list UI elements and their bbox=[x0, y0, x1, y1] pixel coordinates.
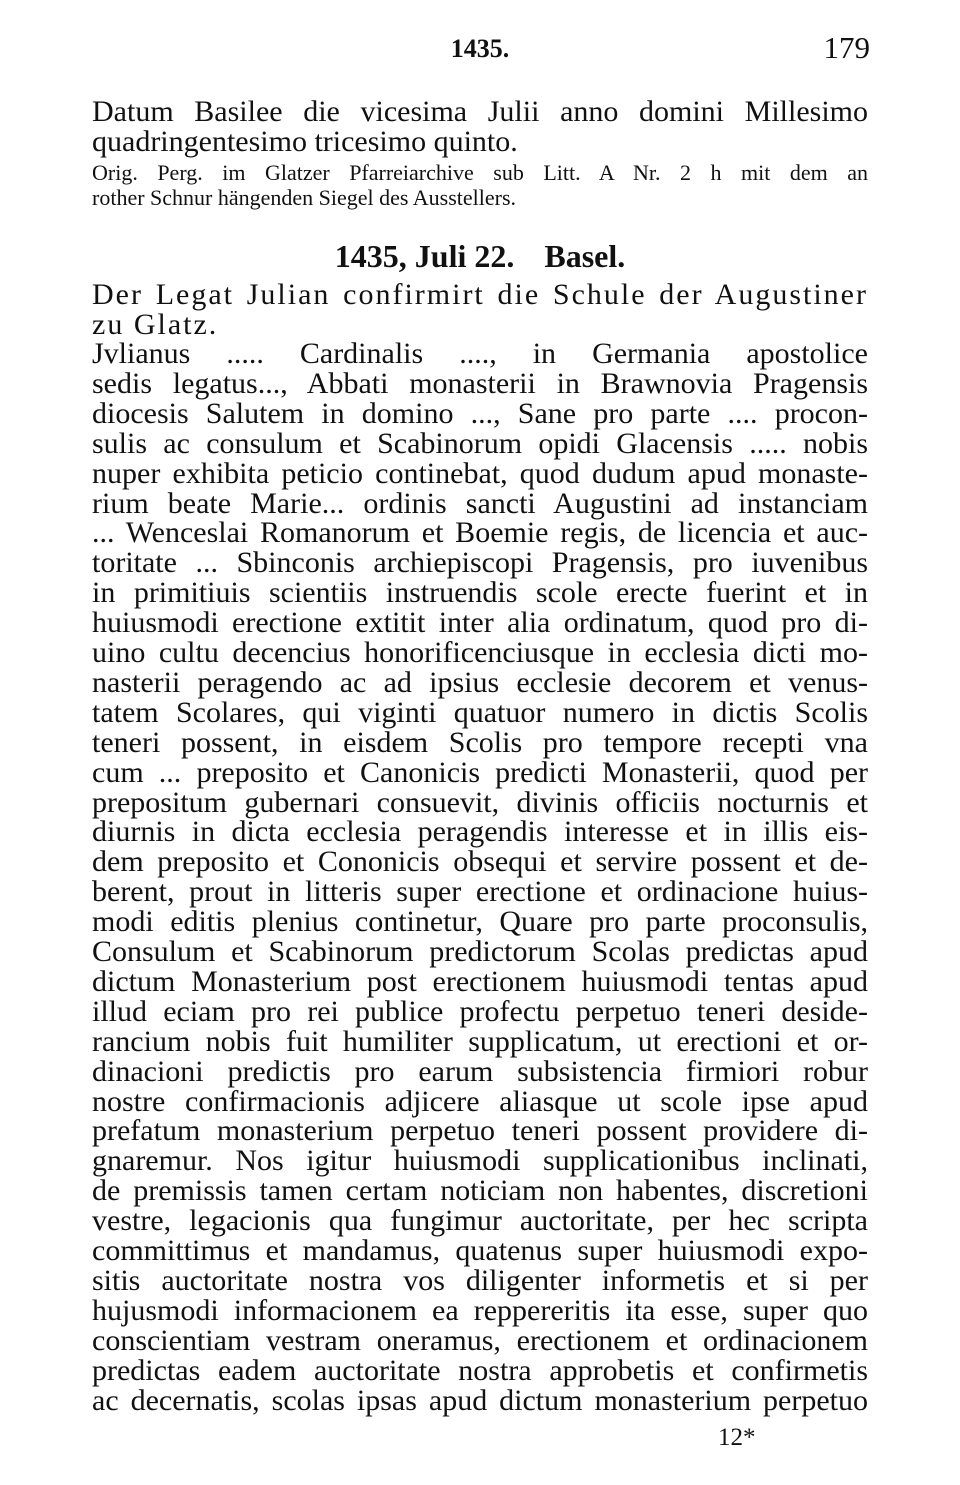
document-heading bbox=[0, 238, 960, 275]
preamble-line: Datum Basilee die vicesima Julii anno domini Millesimo bbox=[92, 95, 868, 128]
body-line: sitis auctoritate nostra vos diligenter informetis et si per bbox=[92, 1264, 868, 1297]
heading-date: 1435, Juli 22. bbox=[334, 238, 515, 274]
summary-line: zu Glatz. bbox=[92, 308, 219, 341]
body-line: prepositum gubernari consuevit, divinis officiis nocturnis et bbox=[92, 786, 868, 819]
body-line: nostre confirmacionis adjicere aliasque ut scole ipse apud bbox=[92, 1085, 868, 1118]
body-line: huiusmodi erectione extitit inter alia ordinatum, quod pro di- bbox=[92, 606, 868, 639]
page-number: 179 bbox=[823, 30, 870, 65]
body-line: cum ... preposito et Canonicis predicti Monasterii, quod per bbox=[92, 756, 868, 789]
body-line: conscientiam vestram oneramus, erectionem et ordinacionem bbox=[92, 1324, 868, 1357]
body-line: diurnis in dicta ecclesia peragendis interesse et in illis eis- bbox=[92, 815, 868, 848]
preamble-line: quadringentesimo tricesimo quinto. bbox=[92, 125, 518, 158]
body-line: modi editis plenius continetur, Quare pro parte proconsulis, bbox=[92, 905, 868, 938]
source-note-line: Orig. Perg. im Glatzer Pfarreiarchive sub Litt. A Nr. 2 h mit dem an bbox=[92, 160, 868, 185]
source-note-line: rother Schnur hängenden Siegel des Ausstellers. bbox=[92, 185, 517, 210]
body-line: ... Wenceslai Romanorum et Boemie regis, de licencia et auc- bbox=[92, 516, 868, 549]
signature-mark: 12* bbox=[718, 1424, 756, 1451]
body-line: vestre, legacionis qua fungimur auctoritate, per hec scripta bbox=[92, 1204, 868, 1237]
body-line: teneri possent, in eisdem Scolis pro tempore recepti vna bbox=[92, 726, 868, 759]
body-line: nuper exhibita peticio continebat, quod dudum apud monaste- bbox=[92, 457, 868, 490]
body-line: sedis legatus..., Abbati monasterii in Brawnovia Pragensis bbox=[92, 367, 868, 400]
body-line: rancium nobis fuit humiliter supplicatum, ut erectioni et or- bbox=[92, 1025, 868, 1058]
body-line: illud eciam pro rei publice profectu perpetuo teneri deside- bbox=[92, 995, 868, 1028]
summary-line: Der Legat Julian confirmirt die Schule der Augustiner bbox=[92, 278, 868, 311]
body-line: sulis ac consulum et Scabinorum opidi Glacensis ..... nobis bbox=[92, 427, 868, 460]
body-line: rium beate Marie... ordinis sancti Augustini ad instanciam bbox=[92, 487, 868, 520]
heading-place: Basel. bbox=[544, 238, 626, 274]
header-year: 1435. bbox=[450, 34, 510, 63]
body-line: Consulum et Scabinorum predictorum Scolas predictas apud bbox=[92, 935, 868, 968]
body-line: ac decernatis, scolas ipsas apud dictum monasterium perpetuo bbox=[92, 1384, 868, 1417]
body-line: predictas eadem auctoritate nostra approbetis et confirmetis bbox=[92, 1354, 868, 1387]
body-line: committimus et mandamus, quatenus super huiusmodi expo- bbox=[92, 1234, 868, 1267]
body-line: Jvlianus ..... Cardinalis ...., in Germania apostolice bbox=[92, 337, 868, 370]
body-line: berent, prout in litteris super erectione et ordinacione huius- bbox=[92, 875, 868, 908]
body-line: dinacioni predictis pro earum subsistencia firmiori robur bbox=[92, 1055, 868, 1088]
body-line: de premissis tamen certam noticiam non habentes, discretioni bbox=[92, 1174, 868, 1207]
running-header bbox=[90, 30, 870, 74]
body-line: gnaremur. Nos igitur huiusmodi supplicationibus inclinati, bbox=[92, 1144, 868, 1177]
body-line: in primitiuis scientiis instruendis scole erecte fuerint et in bbox=[92, 576, 868, 609]
body-line: uino cultu decencius honorificenciusque in ecclesia dicti mo- bbox=[92, 636, 868, 669]
body-line: dictum Monasterium post erectionem huiusmodi tentas apud bbox=[92, 965, 868, 998]
body-line: hujusmodi informacionem ea reppereritis ita esse, super quo bbox=[92, 1294, 868, 1327]
body-line: dem preposito et Cononicis obsequi et servire possent et de- bbox=[92, 845, 868, 878]
body-line: nasterii peragendo ac ad ipsius ecclesie decorem et venus- bbox=[92, 666, 868, 699]
body-line: tatem Scolares, qui viginti quatuor numero in dictis Scolis bbox=[92, 696, 868, 729]
body-line: prefatum monasterium perpetuo teneri possent providere di- bbox=[92, 1114, 868, 1147]
body-line: toritate ... Sbinconis archiepiscopi Pragensis, pro iuvenibus bbox=[92, 546, 868, 579]
body-line: diocesis Salutem in domino ..., Sane pro parte .... procon- bbox=[92, 397, 868, 430]
